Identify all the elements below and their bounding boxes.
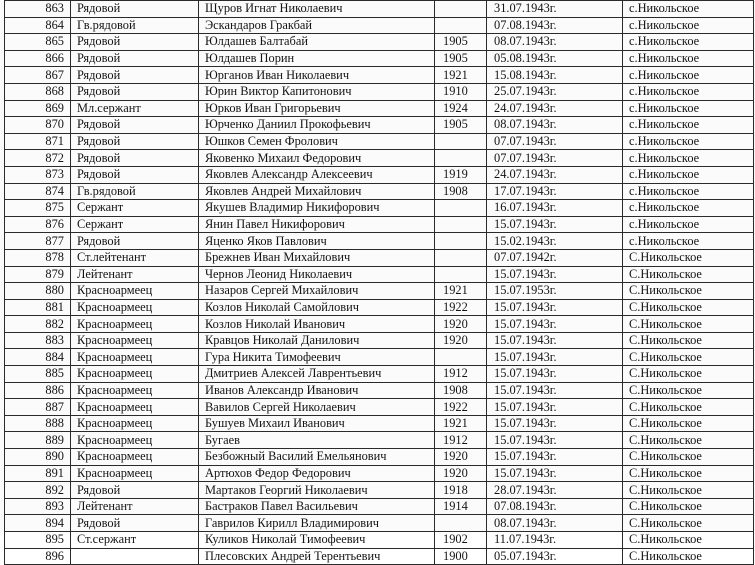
burial-place-cell: с.Никольское — [623, 133, 754, 150]
burial-place-cell: С.Никольское — [623, 399, 754, 416]
birth-year-cell: 1920 — [435, 465, 487, 482]
table-row — [5, 283, 754, 300]
row-number-cell: 893 — [5, 498, 71, 515]
burial-place-cell: с.Никольское — [623, 17, 754, 34]
birth-year-cell: 1908 — [435, 382, 487, 399]
birth-year-cell: 1920 — [435, 316, 487, 333]
birth-year-cell: 1918 — [435, 482, 487, 499]
burial-place-cell: с.Никольское — [623, 1, 754, 18]
burial-place-cell: С.Никольское — [623, 498, 754, 515]
full-name-cell: Яковенко Михаил Федорович — [199, 150, 435, 167]
row-number-cell: 882 — [5, 316, 71, 333]
burial-place-cell: С.Никольское — [623, 332, 754, 349]
death-date-cell: 15.07.1943г. — [487, 432, 623, 449]
birth-year-cell: 1920 — [435, 449, 487, 466]
burial-place-cell: С.Никольское — [623, 382, 754, 399]
row-number-cell: 890 — [5, 449, 71, 466]
full-name-cell: Якушев Владимир Никифорович — [199, 200, 435, 217]
birth-year-cell: 1905 — [435, 34, 487, 51]
row-number-cell: 863 — [5, 1, 71, 18]
rank-cell: Красноармеец — [71, 349, 199, 366]
rank-cell: Рядовой — [71, 150, 199, 167]
birth-year-cell: 1905 — [435, 50, 487, 67]
death-date-cell: 08.07.1943г. — [487, 515, 623, 532]
table-row — [5, 482, 754, 499]
death-date-cell: 07.07.1943г. — [487, 150, 623, 167]
birth-year-cell — [435, 150, 487, 167]
burial-place-cell: с.Никольское — [623, 50, 754, 67]
full-name-cell: Бушуев Михаил Иванович — [199, 415, 435, 432]
death-date-cell: 07.08.1943г. — [487, 17, 623, 34]
birth-year-cell — [435, 249, 487, 266]
burial-place-cell: С.Никольское — [623, 266, 754, 283]
birth-year-cell: 1908 — [435, 183, 487, 200]
rank-cell: Красноармеец — [71, 449, 199, 466]
table-row — [5, 548, 754, 565]
table-row — [5, 67, 754, 84]
birth-year-cell: 1900 — [435, 548, 487, 565]
death-date-cell: 15.07.1943г. — [487, 415, 623, 432]
row-number-cell: 878 — [5, 249, 71, 266]
table-row — [5, 166, 754, 183]
table-row — [5, 399, 754, 416]
row-number-cell: 891 — [5, 465, 71, 482]
death-date-cell: 16.07.1943г. — [487, 200, 623, 217]
death-date-cell: 15.07.1943г. — [487, 465, 623, 482]
burial-place-cell: С.Никольское — [623, 482, 754, 499]
row-number-cell: 866 — [5, 50, 71, 67]
full-name-cell: Кравцов Николай Данилович — [199, 332, 435, 349]
burial-place-cell: С.Никольское — [623, 415, 754, 432]
full-name-cell: Козлов Николай Самойлович — [199, 299, 435, 316]
table-row — [5, 150, 754, 167]
rank-cell: Рядовой — [71, 50, 199, 67]
full-name-cell: Юшков Семен Фролович — [199, 133, 435, 150]
row-number-cell: 870 — [5, 117, 71, 134]
death-date-cell: 15.07.1943г. — [487, 266, 623, 283]
rank-cell: Ст.лейтенант — [71, 249, 199, 266]
full-name-cell: Щуров Игнат Николаевич — [199, 1, 435, 18]
row-number-cell: 864 — [5, 17, 71, 34]
rank-cell: Рядовой — [71, 233, 199, 250]
rank-cell: Сержант — [71, 200, 199, 217]
full-name-cell: Куликов Николай Тимофеевич — [199, 532, 435, 549]
table-row — [5, 50, 754, 67]
burial-place-cell: с.Никольское — [623, 34, 754, 51]
burial-place-cell: с.Никольское — [623, 117, 754, 134]
birth-year-cell — [435, 17, 487, 34]
birth-year-cell: 1902 — [435, 532, 487, 549]
death-date-cell: 24.07.1943г. — [487, 100, 623, 117]
full-name-cell: Юлдашев Балтабай — [199, 34, 435, 51]
row-number-cell: 888 — [5, 415, 71, 432]
rank-cell — [71, 548, 199, 565]
full-name-cell: Юрганов Иван Николаевич — [199, 67, 435, 84]
row-number-cell: 885 — [5, 366, 71, 383]
burial-place-cell: с.Никольское — [623, 200, 754, 217]
full-name-cell: Яковлев Андрей Михайлович — [199, 183, 435, 200]
row-number-cell: 877 — [5, 233, 71, 250]
full-name-cell: Бастраков Павел Васильевич — [199, 498, 435, 515]
full-name-cell: Гура Никита Тимофеевич — [199, 349, 435, 366]
rank-cell: Гв.рядовой — [71, 17, 199, 34]
death-date-cell: 15.07.1943г. — [487, 299, 623, 316]
rank-cell: Красноармеец — [71, 399, 199, 416]
death-date-cell: 15.08.1943г. — [487, 67, 623, 84]
row-number-cell: 892 — [5, 482, 71, 499]
death-date-cell: 17.07.1943г. — [487, 183, 623, 200]
full-name-cell: Гаврилов Кирилл Владимирович — [199, 515, 435, 532]
full-name-cell: Мартаков Георгий Николаевич — [199, 482, 435, 499]
table-row — [5, 432, 754, 449]
row-number-cell: 876 — [5, 216, 71, 233]
birth-year-cell: 1912 — [435, 432, 487, 449]
table-row — [5, 200, 754, 217]
row-number-cell: 868 — [5, 83, 71, 100]
row-number-cell: 894 — [5, 515, 71, 532]
full-name-cell: Плесовских Андрей Терентьевич — [199, 548, 435, 565]
burial-place-cell: с.Никольское — [623, 216, 754, 233]
rank-cell: Красноармеец — [71, 316, 199, 333]
death-date-cell: 07.07.1942г. — [487, 249, 623, 266]
full-name-cell: Юрин Виктор Капитонович — [199, 83, 435, 100]
rank-cell: Красноармеец — [71, 332, 199, 349]
burial-place-cell: с.Никольское — [623, 67, 754, 84]
row-number-cell: 889 — [5, 432, 71, 449]
row-number-cell: 867 — [5, 67, 71, 84]
row-number-cell: 871 — [5, 133, 71, 150]
table-row — [5, 249, 754, 266]
full-name-cell: Чернов Леонид Николаевич — [199, 266, 435, 283]
table-row — [5, 216, 754, 233]
row-number-cell: 883 — [5, 332, 71, 349]
table-row — [5, 83, 754, 100]
table-row — [5, 332, 754, 349]
birth-year-cell — [435, 200, 487, 217]
burial-place-cell: с.Никольское — [623, 150, 754, 167]
full-name-cell: Бугаев — [199, 432, 435, 449]
table-row — [5, 183, 754, 200]
full-name-cell: Брежнев Иван Михайлович — [199, 249, 435, 266]
rank-cell: Сержант — [71, 216, 199, 233]
burial-place-cell: с.Никольское — [623, 183, 754, 200]
birth-year-cell — [435, 515, 487, 532]
full-name-cell: Козлов Николай Иванович — [199, 316, 435, 333]
full-name-cell: Яковлев Александр Алексеевич — [199, 166, 435, 183]
table-row — [5, 117, 754, 134]
rank-cell: Гв.рядовой — [71, 183, 199, 200]
full-name-cell: Назаров Сергей Михайлович — [199, 283, 435, 300]
rank-cell: Лейтенант — [71, 266, 199, 283]
birth-year-cell: 1921 — [435, 415, 487, 432]
death-date-cell: 24.07.1943г. — [487, 166, 623, 183]
row-number-cell: 872 — [5, 150, 71, 167]
burial-place-cell: С.Никольское — [623, 283, 754, 300]
death-date-cell: 05.08.1943г. — [487, 50, 623, 67]
table-row — [5, 17, 754, 34]
rank-cell: Лейтенант — [71, 498, 199, 515]
burial-place-cell: С.Никольское — [623, 432, 754, 449]
table-row — [5, 233, 754, 250]
row-number-cell: 869 — [5, 100, 71, 117]
rank-cell: Рядовой — [71, 117, 199, 134]
table-row — [5, 34, 754, 51]
rank-cell: Рядовой — [71, 1, 199, 18]
death-date-cell: 07.08.1943г. — [487, 498, 623, 515]
burial-place-cell: С.Никольское — [623, 548, 754, 565]
death-date-cell: 31.07.1943г. — [487, 1, 623, 18]
full-name-cell: Артюхов Федор Федорович — [199, 465, 435, 482]
birth-year-cell: 1910 — [435, 83, 487, 100]
birth-year-cell — [435, 133, 487, 150]
table-row — [5, 349, 754, 366]
row-number-cell: 865 — [5, 34, 71, 51]
row-number-cell: 874 — [5, 183, 71, 200]
table-row — [5, 366, 754, 383]
death-date-cell: 15.07.1943г. — [487, 349, 623, 366]
table-row — [5, 449, 754, 466]
death-date-cell: 15.07.1953г. — [487, 283, 623, 300]
row-number-cell: 879 — [5, 266, 71, 283]
table-row — [5, 465, 754, 482]
row-number-cell: 881 — [5, 299, 71, 316]
rank-cell: Рядовой — [71, 83, 199, 100]
death-date-cell: 15.07.1943г. — [487, 449, 623, 466]
death-date-cell: 25.07.1943г. — [487, 83, 623, 100]
table-row — [5, 1, 754, 18]
birth-year-cell: 1905 — [435, 117, 487, 134]
full-name-cell: Безбожный Василий Емельянович — [199, 449, 435, 466]
death-date-cell: 15.07.1943г. — [487, 216, 623, 233]
burial-place-cell: С.Никольское — [623, 449, 754, 466]
birth-year-cell — [435, 266, 487, 283]
row-number-cell: 884 — [5, 349, 71, 366]
rank-cell: Рядовой — [71, 482, 199, 499]
row-number-cell: 875 — [5, 200, 71, 217]
rank-cell: Красноармеец — [71, 465, 199, 482]
table-row — [5, 515, 754, 532]
birth-year-cell: 1922 — [435, 299, 487, 316]
table-row — [5, 532, 754, 549]
burial-place-cell: С.Никольское — [623, 349, 754, 366]
table-row — [5, 415, 754, 432]
rank-cell: Рядовой — [71, 166, 199, 183]
death-date-cell: 08.07.1943г. — [487, 34, 623, 51]
full-name-cell: Юрков Иван Григорьевич — [199, 100, 435, 117]
burial-place-cell: С.Никольское — [623, 249, 754, 266]
rank-cell: Красноармеец — [71, 415, 199, 432]
table-row — [5, 133, 754, 150]
rank-cell: Красноармеец — [71, 366, 199, 383]
birth-year-cell — [435, 349, 487, 366]
full-name-cell: Иванов Александр Иванович — [199, 382, 435, 399]
full-name-cell: Эскандаров Гракбай — [199, 17, 435, 34]
death-date-cell: 15.07.1943г. — [487, 382, 623, 399]
full-name-cell: Юлдашев Порин — [199, 50, 435, 67]
table-row — [5, 382, 754, 399]
birth-year-cell: 1912 — [435, 366, 487, 383]
death-date-cell: 15.07.1943г. — [487, 366, 623, 383]
row-number-cell: 886 — [5, 382, 71, 399]
birth-year-cell: 1921 — [435, 283, 487, 300]
burial-place-cell: С.Никольское — [623, 515, 754, 532]
birth-year-cell: 1914 — [435, 498, 487, 515]
table-row — [5, 266, 754, 283]
row-number-cell: 873 — [5, 166, 71, 183]
birth-year-cell — [435, 233, 487, 250]
death-date-cell: 28.07.1943г. — [487, 482, 623, 499]
birth-year-cell: 1920 — [435, 332, 487, 349]
death-date-cell: 15.07.1943г. — [487, 316, 623, 333]
burial-place-cell: С.Никольское — [623, 316, 754, 333]
rank-cell: Рядовой — [71, 67, 199, 84]
rank-cell: Рядовой — [71, 34, 199, 51]
birth-year-cell: 1924 — [435, 100, 487, 117]
row-number-cell: 887 — [5, 399, 71, 416]
full-name-cell: Янин Павел Никифорович — [199, 216, 435, 233]
birth-year-cell — [435, 1, 487, 18]
death-date-cell: 11.07.1943г. — [487, 532, 623, 549]
rank-cell: Рядовой — [71, 515, 199, 532]
death-date-cell: 05.07.1943г. — [487, 548, 623, 565]
rank-cell: Красноармеец — [71, 432, 199, 449]
burial-place-cell: с.Никольское — [623, 166, 754, 183]
table-row — [5, 299, 754, 316]
burial-list-table — [4, 0, 754, 565]
burial-place-cell: С.Никольское — [623, 465, 754, 482]
death-date-cell: 15.02.1943г. — [487, 233, 623, 250]
rank-cell: Мл.сержант — [71, 100, 199, 117]
rank-cell: Ст.сержант — [71, 532, 199, 549]
death-date-cell: 08.07.1943г. — [487, 117, 623, 134]
full-name-cell: Вавилов Сергей Николаевич — [199, 399, 435, 416]
birth-year-cell: 1921 — [435, 67, 487, 84]
table-row — [5, 498, 754, 515]
burial-place-cell: с.Никольское — [623, 233, 754, 250]
rank-cell: Красноармеец — [71, 299, 199, 316]
table-row — [5, 100, 754, 117]
birth-year-cell — [435, 216, 487, 233]
death-date-cell: 07.07.1943г. — [487, 133, 623, 150]
burial-place-cell: с.Никольское — [623, 83, 754, 100]
table-body — [5, 1, 754, 565]
row-number-cell: 895 — [5, 532, 71, 549]
rank-cell: Красноармеец — [71, 382, 199, 399]
burial-place-cell: С.Никольское — [623, 366, 754, 383]
full-name-cell: Дмитриев Алексей Лаврентьевич — [199, 366, 435, 383]
table-row — [5, 316, 754, 333]
full-name-cell: Яценко Яков Павлович — [199, 233, 435, 250]
birth-year-cell: 1919 — [435, 166, 487, 183]
full-name-cell: Юрченко Даниил Прокофьевич — [199, 117, 435, 134]
birth-year-cell: 1922 — [435, 399, 487, 416]
death-date-cell: 15.07.1943г. — [487, 399, 623, 416]
burial-place-cell: с.Никольское — [623, 100, 754, 117]
rank-cell: Рядовой — [71, 133, 199, 150]
row-number-cell: 880 — [5, 283, 71, 300]
death-date-cell: 15.07.1943г. — [487, 332, 623, 349]
rank-cell: Красноармеец — [71, 283, 199, 300]
row-number-cell: 896 — [5, 548, 71, 565]
burial-place-cell: С.Никольское — [623, 299, 754, 316]
burial-place-cell: С.Никольское — [623, 532, 754, 549]
